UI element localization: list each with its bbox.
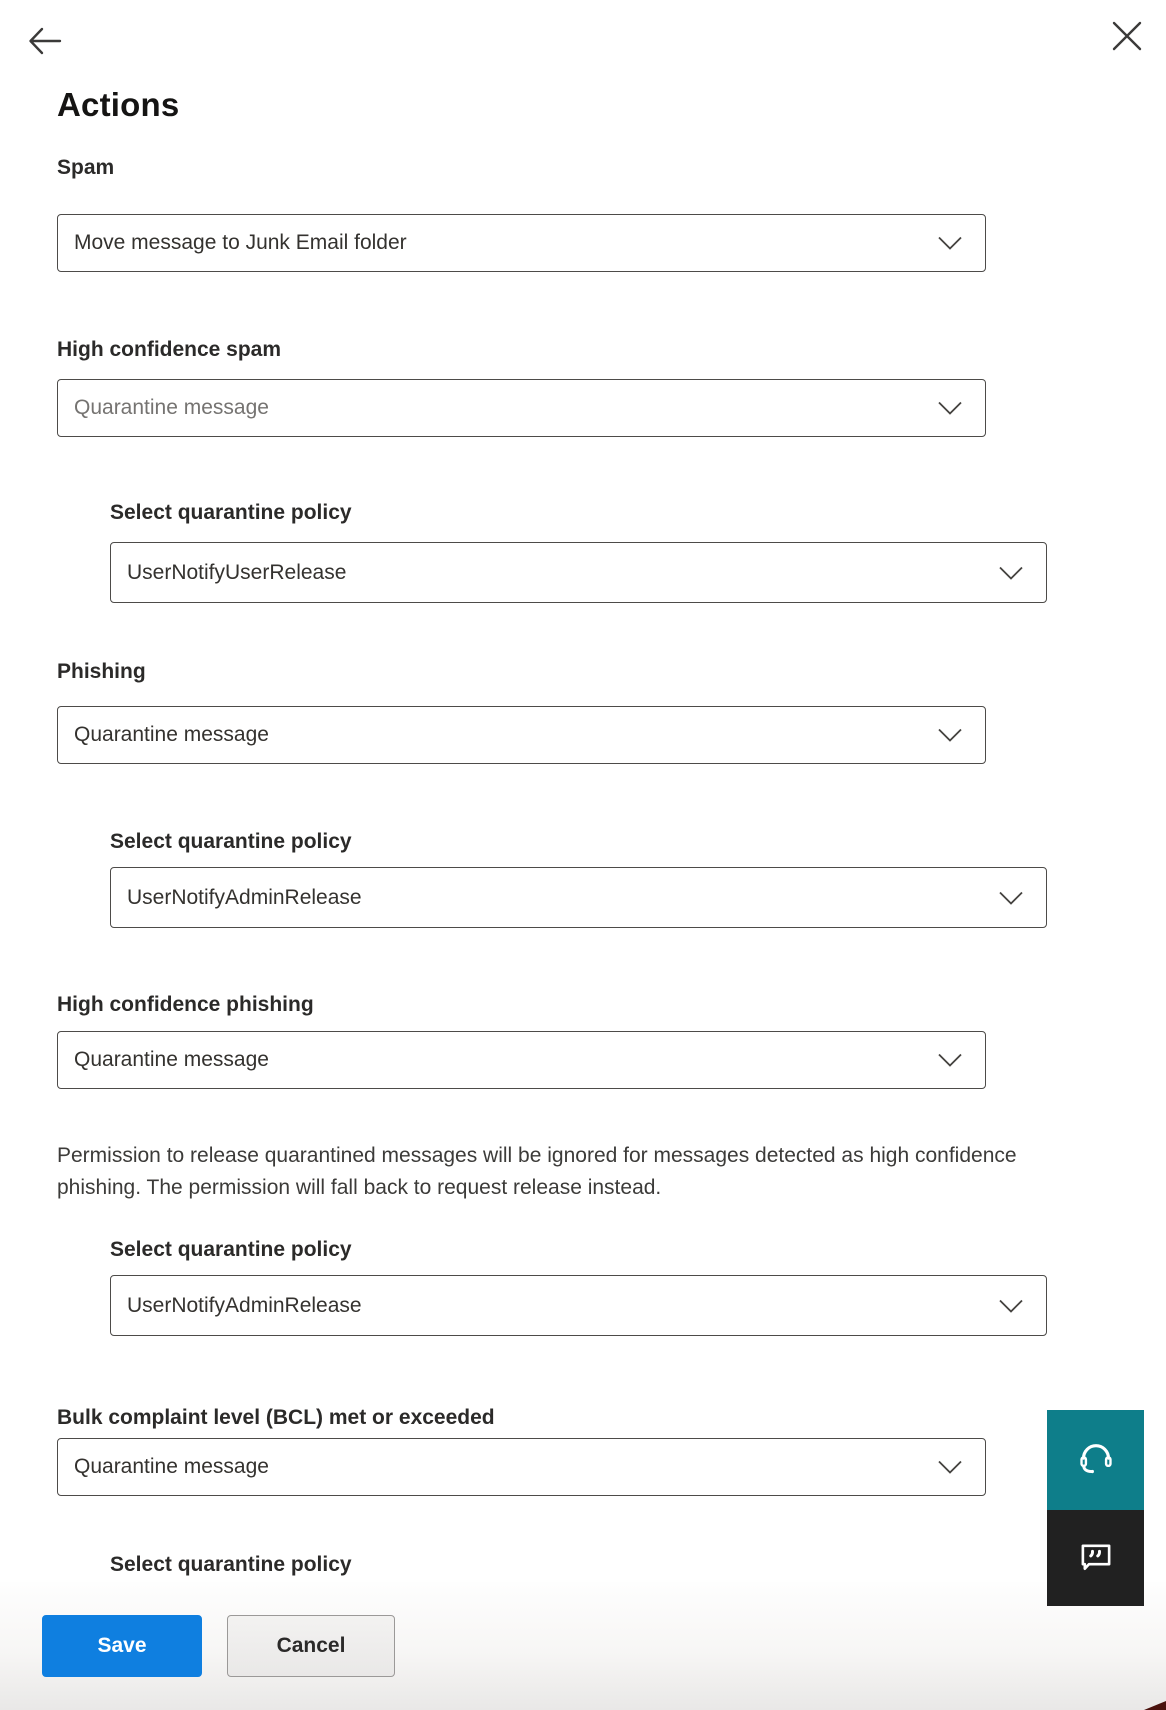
spam-label: Spam xyxy=(57,156,115,179)
high-confidence-spam-label: High confidence spam xyxy=(57,338,282,361)
bottom-corner-artifact xyxy=(1144,1701,1166,1710)
hcp-quarantine-policy-label: Select quarantine policy xyxy=(110,1238,352,1261)
support-button[interactable] xyxy=(1047,1410,1144,1510)
high-confidence-spam-dropdown[interactable] xyxy=(57,379,986,437)
phishing-quarantine-policy-dropdown[interactable] xyxy=(110,867,1047,928)
phishing-label: Phishing xyxy=(57,660,146,683)
bcl-quarantine-policy-label: Select quarantine policy xyxy=(110,1553,352,1576)
bcl-label: Bulk complaint level (BCL) met or exceeded xyxy=(57,1406,495,1429)
cancel-button[interactable]: Cancel xyxy=(227,1615,395,1677)
chevron-down-icon xyxy=(998,890,1024,905)
chevron-down-icon xyxy=(937,728,963,743)
close-icon xyxy=(1110,40,1144,55)
spam-action-value: Move message to Junk Email folder xyxy=(74,231,407,254)
bcl-action-dropdown[interactable] xyxy=(57,1438,986,1496)
headset-icon xyxy=(1074,1438,1118,1482)
chevron-down-icon xyxy=(937,1053,963,1068)
chat-icon xyxy=(1075,1537,1117,1579)
hcp-quarantine-policy-dropdown[interactable] xyxy=(110,1275,1047,1336)
hcs-quarantine-policy-dropdown[interactable] xyxy=(110,542,1047,603)
phishing-action-dropdown[interactable] xyxy=(57,706,986,764)
back-button[interactable] xyxy=(20,18,68,64)
hcp-quarantine-policy-value: UserNotifyAdminRelease xyxy=(127,1293,362,1317)
chevron-down-icon xyxy=(937,236,963,251)
phishing-quarantine-policy-value: UserNotifyAdminRelease xyxy=(127,885,362,909)
high-confidence-phishing-label: High confidence phishing xyxy=(57,993,314,1016)
phishing-action-value: Quarantine message xyxy=(74,723,269,746)
save-button[interactable]: Save xyxy=(42,1615,202,1677)
hcs-quarantine-policy-label: Select quarantine policy xyxy=(110,501,352,524)
chevron-down-icon xyxy=(937,1460,963,1475)
arrow-left-icon xyxy=(24,48,64,63)
page-title: Actions xyxy=(57,86,180,123)
chevron-down-icon xyxy=(998,565,1024,580)
close-button[interactable] xyxy=(1106,16,1148,56)
footer-bar xyxy=(0,1582,1166,1710)
feedback-button[interactable] xyxy=(1047,1510,1144,1606)
hcp-permission-note: Permission to release quarantined messages will be ignored for messages detected as high confidence phishing. The permission will fall back to request release instead. xyxy=(57,1144,1017,1199)
spam-action-dropdown[interactable] xyxy=(57,214,986,272)
high-confidence-phishing-dropdown[interactable] xyxy=(57,1031,986,1089)
high-confidence-spam-value: Quarantine message xyxy=(74,396,269,419)
chevron-down-icon xyxy=(998,1298,1024,1313)
chevron-down-icon xyxy=(937,401,963,416)
hcs-quarantine-policy-value: UserNotifyUserRelease xyxy=(127,560,347,584)
high-confidence-phishing-value: Quarantine message xyxy=(74,1048,269,1071)
phishing-quarantine-policy-label: Select quarantine policy xyxy=(110,830,352,853)
bcl-action-value: Quarantine message xyxy=(74,1455,269,1478)
